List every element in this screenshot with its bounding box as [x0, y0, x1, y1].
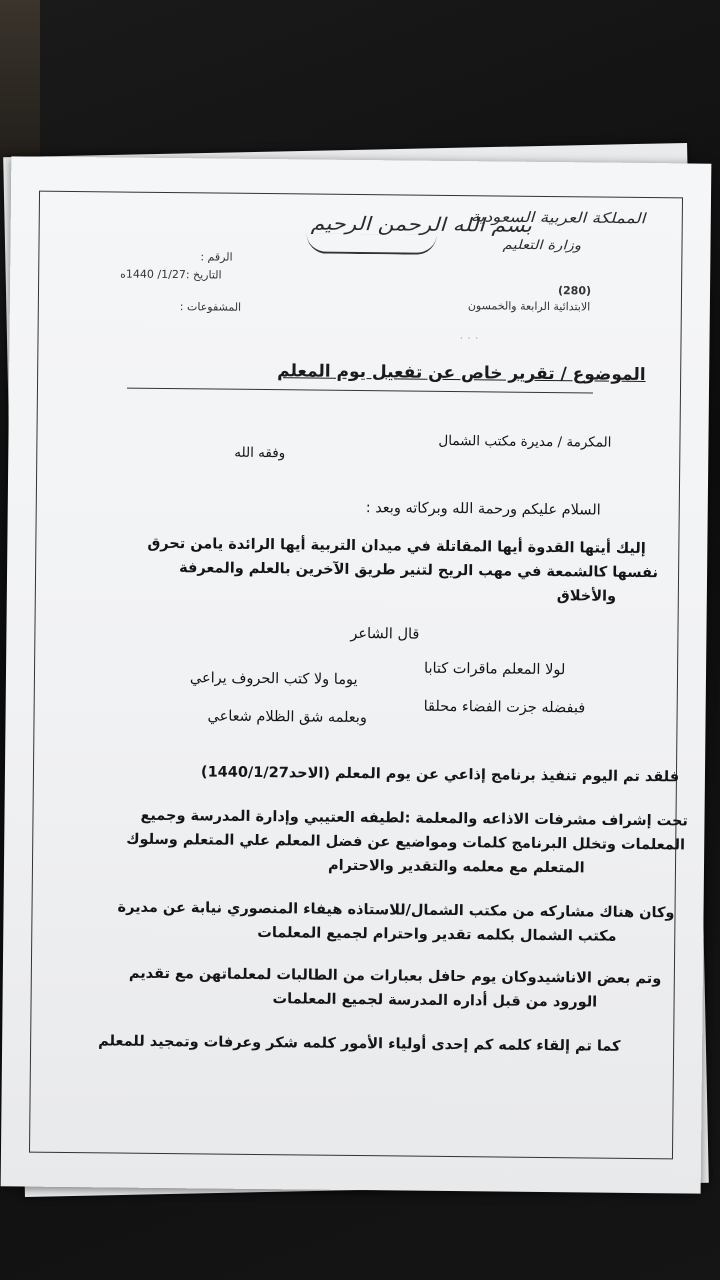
pencil-marks: · · ·	[459, 331, 479, 346]
reference-number-label: الرقم :	[200, 250, 233, 264]
kingdom-logo-text: المملكة العربية السعودية	[470, 208, 646, 228]
paragraph-2-line-1: تحت إشراف مشرفات الاذاعه والمعلمة :لطيفه العتيبي وإدارة المدرسة وجميع	[140, 807, 688, 830]
subject-line: الموضوع / تقرير خاص عن تفعيل يوم المعلم	[277, 361, 646, 386]
ministry-logo-text: وزارة التعليم	[502, 236, 582, 253]
poem-verse-1a: لولا المعلم ماقرات كتابا	[423, 660, 566, 679]
paragraph-3-line-2: مكتب الشمال بكلمه تقدير واحترام لجميع المعلمات	[257, 924, 617, 945]
recipient-title: المكرمة / مديرة مكتب الشمال	[438, 432, 612, 451]
paragraph-1-line-1: فلقد تم اليوم تنفيذ برنامج إذاعي عن يوم المعلم (الاحد1440/1/27)	[200, 764, 680, 786]
intro-line-1: إليك أيتها القدوة أيها المقاتلة في ميدان التربية أيها الرائدة يامن تحرق	[147, 535, 646, 558]
background-wood	[0, 0, 40, 170]
paragraph-4-line-1: وتم بعض الاناشيدوكان يوم حافل بعبارات من الطالبات لمعلماتهن مع تقديم	[128, 965, 662, 988]
document-page	[1, 156, 712, 1193]
greeting: السلام عليكم ورحمة الله وبركاته وبعد :	[365, 500, 601, 519]
paragraph-2-line-2: المعلمات وتخلل البرنامج كلمات ومواضيع عن فضل المعلم علي المتعلم وسلوك	[126, 831, 686, 854]
paragraph-5-line-1: كما تم إلقاء كلمه كم إحدى أولياء الأمور كلمه شكر وعرفات وتمجيد للمعلم	[98, 1033, 621, 1055]
school-name: الابتدائية الرابعة والخمسون	[467, 299, 591, 314]
intro-line-2: نفسها كالشمعة في مهب الريح لتنير طريق الآخرين بالعلم والمعرفة	[179, 560, 659, 582]
poem-heading: قال الشاعر	[350, 625, 420, 643]
paragraph-3-line-1: وكان هناك مشاركه من مكتب الشمال/للاستاذه هيفاء المنصوري نيابة عن مديرة	[117, 899, 675, 922]
basmala-calligraphy: بسم الله الرحمن الرحيم	[310, 213, 532, 237]
poem-verse-1b: يوما ولا كتب الحروف يراعي	[189, 670, 358, 689]
attachments-label: المشفوعات :	[179, 300, 242, 314]
poem-verse-2b: وبعلمه شق الظلام شعاعي	[207, 708, 367, 727]
poem-verse-2a: فبفضله جزت الفضاء محلقا	[423, 698, 586, 717]
date-label: التاريخ :1/27/ 1440ه	[120, 267, 222, 282]
school-number: (280)	[557, 284, 592, 298]
paragraph-2-line-3: المتعلم مع معلمه والتقدير والاحترام	[327, 857, 585, 877]
paragraph-4-line-2: الورود من قبل أداره المدرسة لجميع المعلمات	[272, 991, 598, 1011]
recipient-blessing: وفقه الله	[234, 444, 286, 462]
basmala-ornament-icon	[306, 233, 436, 254]
intro-line-3: والأخلاق	[556, 588, 617, 605]
